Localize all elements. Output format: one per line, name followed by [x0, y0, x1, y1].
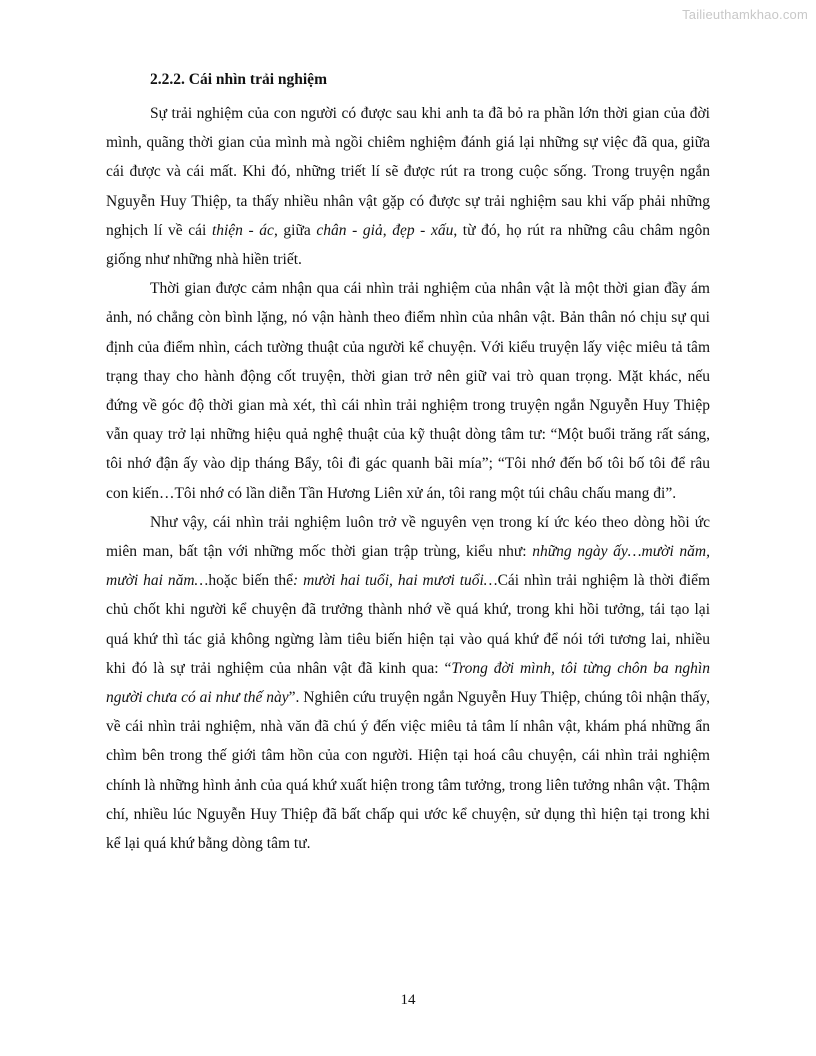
watermark: Tailieuthamkhao.com: [682, 7, 808, 22]
italic-text: : mười hai tuổi, hai mươi tuổi…: [293, 572, 498, 590]
text-run: Sự trải nghiệm của con người có được sau khi anh ta đã bỏ ra phần lớn thời gian của đời mình, quãng thời gian của mình mà ngồi chiêm nghiệm đánh giá lại những sự việc đã qua, giữa cái được và cái mất. Khi đó, những triết lí sẽ được rút ra trong cuộc sống. Trong truyện ngắn Nguyễn Huy Thiệp, ta thấy nhiều nhân vật gặp có được sự trải nghiệm sau khi vấp phải những nghịch lí về cái: [106, 105, 710, 239]
text-run: , giữa: [273, 221, 317, 239]
document-body: [106, 70, 710, 858]
italic-text: đẹp - xấu: [392, 221, 454, 239]
paragraph-2: [106, 274, 710, 508]
text-run: ”. Nghiên cứu truyện ngắn Nguyễn Huy Thiệp, chúng tôi nhận thấy, về cái nhìn trải nghiệm, nhà văn đã chú ý đến việc miêu tả tâm lí nhân vật, khám phá những ẩn chìm bên trong thế giới tâm hồn của con người. Hiện tại hoá câu chuyện, cái nhìn trải nghiệm chính là những hình ảnh của quá khứ xuất hiện trong tâm tưởng, trong liên tưởng nhân vật. Thậm chí, nhiều lúc Nguyễn Huy Thiệp đã bất chấp qui ước kể chuyện, sử dụng thì hiện tại trong khi kể lại quá khứ bằng dòng tâm tư.: [106, 689, 710, 853]
italic-text: thiện - ác: [211, 221, 274, 239]
paragraph-1: [106, 99, 710, 274]
paragraph-3: [106, 508, 710, 858]
italic-text: những ngày ấy…mười năm, mười hai năm…: [106, 543, 710, 590]
italic-text: chân - giả: [316, 221, 383, 239]
text-run: ,: [382, 221, 393, 239]
section-heading: 2.2.2. Cái nhìn trải nghiệm: [150, 71, 327, 88]
text-run: Cái nhìn trải nghiệm là thời điểm chủ chốt khi người kể chuyện đã trưởng thành nhớ về quá khứ, trong khi hồi tưởng, tái tạo lại quá khứ thì tác giả không ngừng làm tiêu biến hiện tại vào quá khứ để nói tới tương lai, nhiều khi đó là sự trải nghiệm của nhân vật đã kinh qua: “: [106, 572, 711, 677]
italic-text: Trong đời mình, tôi từng chôn ba nghìn người chưa có ai như thế này: [106, 659, 710, 707]
text-run: hoặc biến thể: [208, 572, 294, 590]
text-run: Như vậy, cái nhìn trải nghiệm luôn trở về nguyên vẹn trong kí ức kéo theo dòng hồi ức miên man, bất tận với những mốc thời gian trập trùng, kiểu như:: [106, 513, 710, 561]
text-run: , từ đó, họ rút ra những câu châm ngôn giống như những nhà hiền triết.: [106, 221, 710, 269]
text-run: Thời gian được cảm nhận qua cái nhìn trải nghiệm của nhân vật là một thời gian đầy ám ảnh, nó chẳng còn bình lặng, nó vận hành theo điểm nhìn của nhân vật. Bản thân nó chịu sự qui định của điểm nhìn, cách tường thuật của người kể chuyện. Với kiểu truyện lấy việc miêu tả tâm trạng thay cho hành động cốt truyện, thời gian trở nên giữ vai trò quan trọng. Mặt khác, nếu đứng về góc độ thời gian mà xét, thì cái nhìn trải nghiệm trong truyện ngắn Nguyễn Huy Thiệp vẫn quay trở lại những hiệu quả nghệ thuật của kỹ thuật dòng tâm tư: “Một buổi trăng rất sáng, tôi nhớ đận ấy vào dịp tháng Bẩy, tôi đi gác quanh bãi mía”; “Tôi nhớ đến bố tôi bố tôi để râu con kiến…Tôi nhớ có lần diễn Tần Hương Liên xử án, tôi rang một túi châu chấu mang đi”.: [106, 280, 710, 502]
page-number: 14: [400, 992, 416, 1008]
